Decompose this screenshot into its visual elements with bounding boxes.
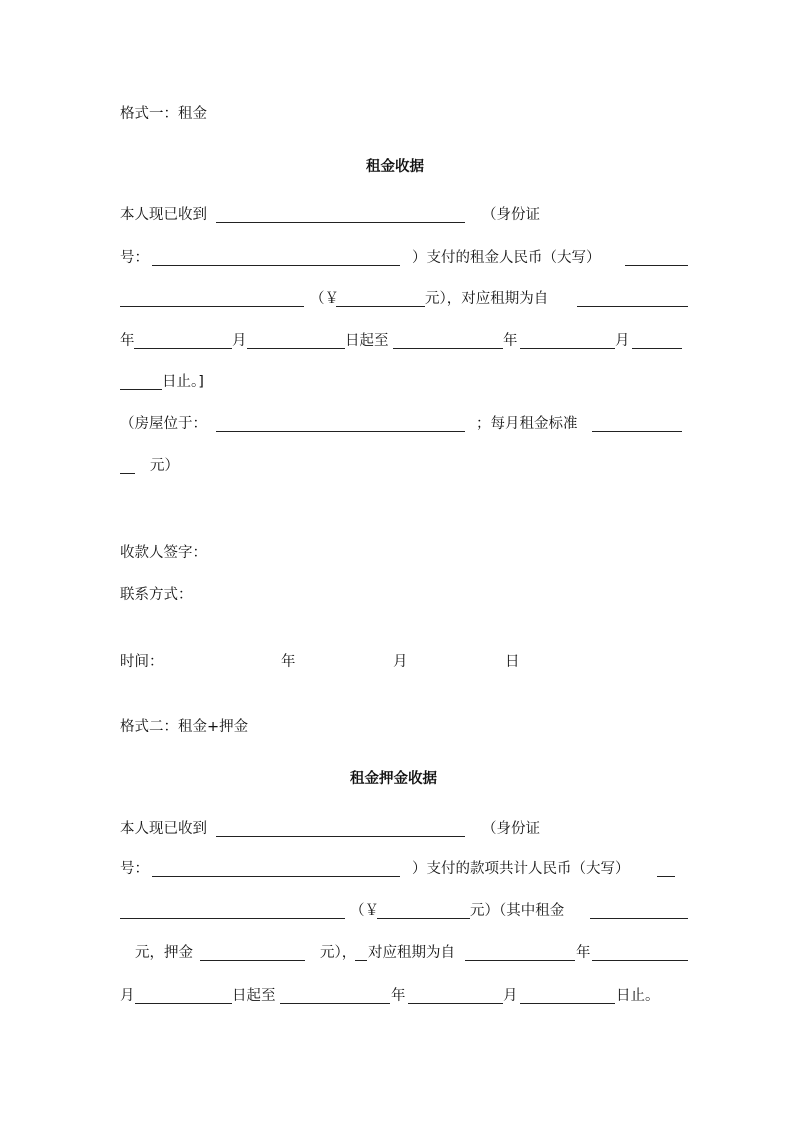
text: 元） [150,458,179,474]
contact-label: 联系方式： [120,587,193,603]
text: （房屋位于： [120,416,207,432]
f1-line-4 [0,331,794,351]
payer-name-blank[interactable] [216,836,465,837]
f1-line-2 [0,248,794,268]
f1-line-7 [0,456,794,476]
f2-line-5 [0,986,794,1006]
text: ）支付的款项共计人民币（大写） [412,861,630,877]
text: 元），对应租期为自 [425,291,549,307]
text: 日止。] [162,374,204,390]
format2-heading-line [0,717,794,737]
f1-line-3 [0,289,794,309]
time-label: 时间： [120,654,164,670]
text: 号： [120,250,149,266]
text: 元）（其中租金 [470,903,565,919]
start-month-blank[interactable] [592,960,688,961]
format1-title-line [0,157,794,177]
amount-words-blank-cont[interactable] [120,918,345,919]
text: 月 [232,333,247,349]
format2-title-line [0,769,794,789]
day-label: 日 [505,654,520,670]
text: 月 [120,988,135,1004]
house-location-blank[interactable] [216,431,465,432]
end-month-blank[interactable] [520,348,615,349]
format2-title: 租金押金收据 [350,771,437,787]
f1-line-5 [0,372,794,392]
time-line [0,652,794,672]
text: 本人现已收到 [120,821,207,837]
text: 日起至 [345,333,389,349]
year-label: 年 [281,654,296,670]
payee-sign-label: 收款人签字： [120,545,207,561]
amount-words-blank[interactable] [625,265,688,266]
payer-name-blank[interactable] [216,222,465,223]
start-year-blank[interactable] [465,960,575,961]
amount-words-blank-cont[interactable] [120,306,304,307]
text: （￥ [310,291,339,307]
small-blank[interactable] [355,960,367,961]
month-label: 月 [393,654,408,670]
end-day-blank[interactable] [520,1003,615,1004]
id-number-blank[interactable] [152,265,400,266]
text: 年 [576,945,591,961]
deposit-blank[interactable] [200,960,305,961]
text: 月 [615,333,630,349]
f2-line-2 [0,859,794,879]
text: 对应租期为自 [368,945,455,961]
start-day-blank[interactable] [135,1003,232,1004]
f1-line-6 [0,414,794,434]
monthly-rent-blank[interactable] [592,431,682,432]
format1-heading: 格式一：租金 [120,106,207,122]
amount-number-blank[interactable] [377,918,470,919]
payee-sign-line [0,543,794,563]
monthly-rent-blank-cont[interactable] [120,473,135,474]
text: 年 [120,333,135,349]
format1-title: 租金收据 [366,159,424,175]
rent-blank[interactable] [590,918,688,919]
text: （身份证 [482,821,540,837]
amount-words-blank[interactable] [657,876,675,877]
format1-heading-line [0,104,794,124]
text: 月 [503,988,518,1004]
id-number-blank[interactable] [152,876,400,877]
end-day-blank-cont[interactable] [120,389,162,390]
text: （￥ [350,903,379,919]
text: ；每月租金标准 [476,416,578,432]
start-year-blank[interactable] [577,306,688,307]
text: 元）， [320,945,357,961]
f2-line-3 [0,901,794,921]
f1-line-1 [0,205,794,225]
end-month-blank[interactable] [408,1003,503,1004]
end-year-blank[interactable] [393,348,503,349]
f2-line-1 [0,819,794,839]
format2-heading: 格式二：租金+押金 [120,719,249,735]
text: 日止。 [616,988,660,1004]
text: 号： [120,861,149,877]
text: （身份证 [482,207,540,223]
text: 年 [391,988,406,1004]
contact-line [0,585,794,605]
text: 日起至 [232,988,276,1004]
start-month-blank[interactable] [134,348,232,349]
end-day-blank[interactable] [632,348,682,349]
end-year-blank[interactable] [280,1003,390,1004]
text: 年 [503,333,518,349]
f2-line-4 [0,943,794,963]
start-day-blank[interactable] [247,348,345,349]
text: ）支付的租金人民币（大写） [412,250,601,266]
text: 本人现已收到 [120,207,207,223]
text: 元，押金 [135,945,193,961]
amount-number-blank[interactable] [336,306,425,307]
